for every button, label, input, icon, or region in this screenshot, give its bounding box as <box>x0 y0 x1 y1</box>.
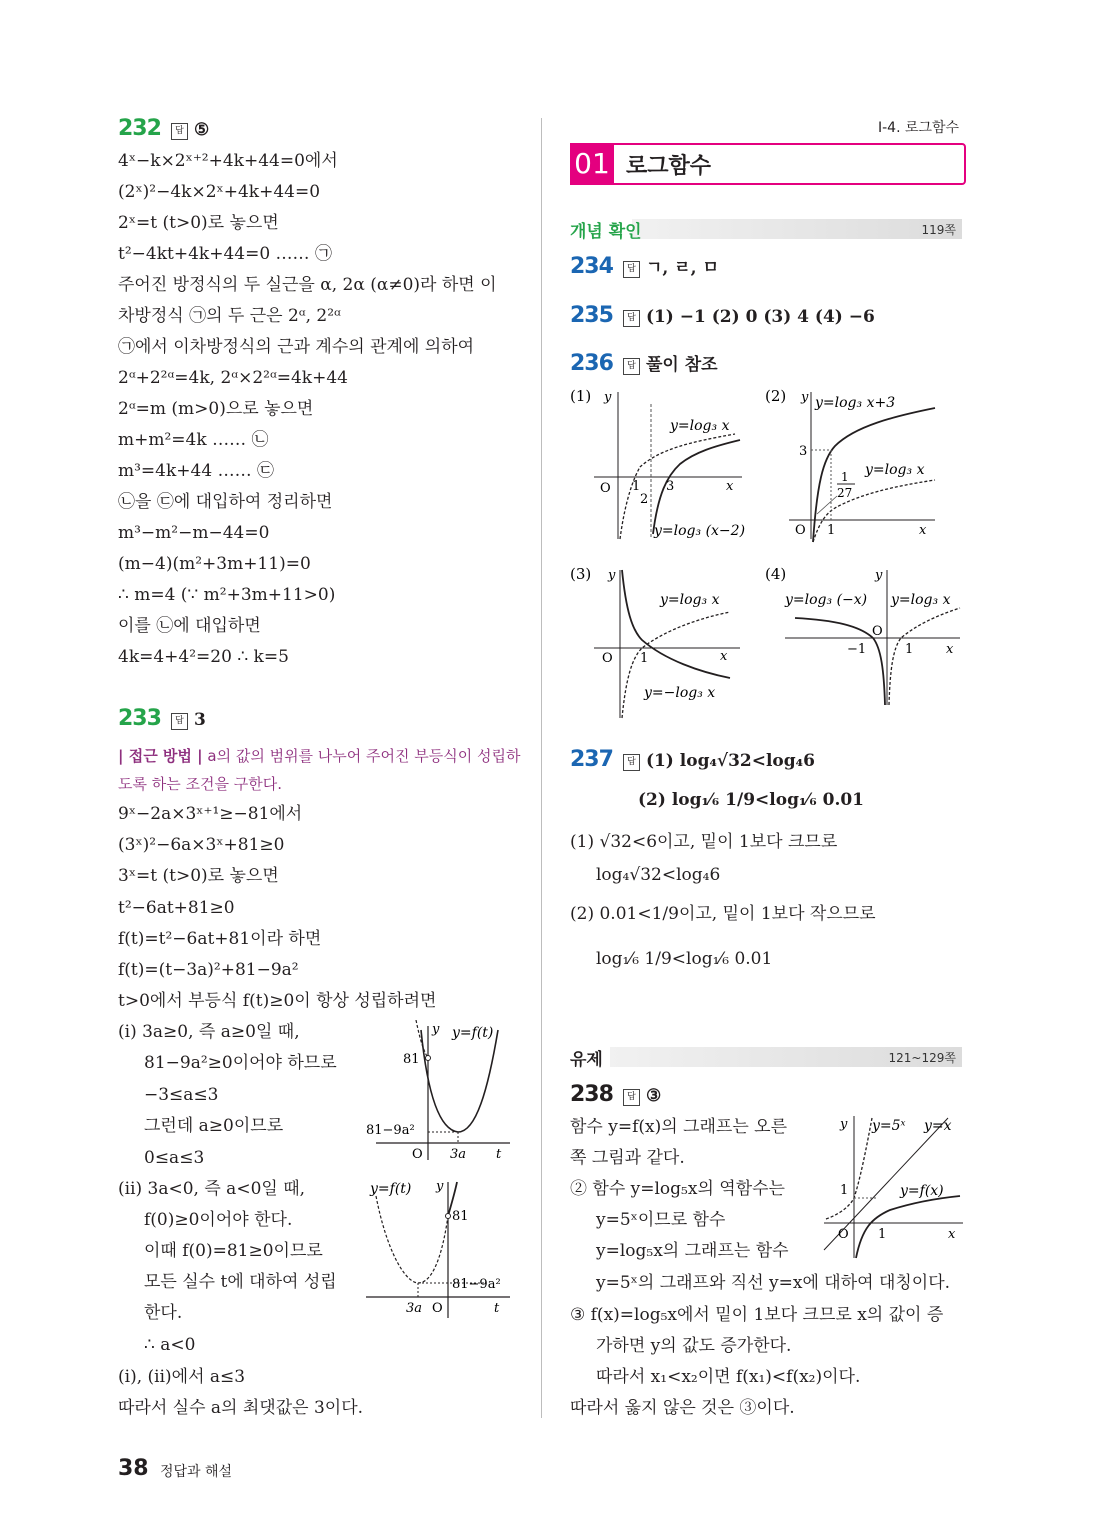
answer: ㄱ, ㄹ, ㅁ <box>645 258 719 278</box>
tick-label: 3 <box>799 444 808 459</box>
answer: (1) log₄√32<log₄6 <box>645 751 815 771</box>
solution-line: (3ˣ)²−6a×3ˣ+81≥0 <box>118 835 285 855</box>
answer: ③ <box>645 1086 662 1106</box>
tick-label: 1 <box>840 1183 849 1198</box>
answer: ⑤ <box>193 120 210 140</box>
solution-line: y=log₅x의 그래프는 함수 <box>596 1241 789 1261</box>
x-label: x <box>946 642 954 657</box>
curve-label: y=f(x) <box>900 1183 944 1199</box>
solution-line: 가하면 y의 값도 증가한다. <box>596 1336 792 1356</box>
t-label: t <box>494 1301 500 1316</box>
solution-line: t>0에서 부등식 f(t)≥0이 항상 성립하려면 <box>118 991 437 1011</box>
t-label: t <box>496 1147 502 1162</box>
graph-label: (1) <box>570 387 592 405</box>
y-label: y <box>604 390 612 405</box>
solution-line: y=5ˣ의 그래프와 직선 y=x에 대하여 대칭이다. <box>596 1273 951 1293</box>
value-81: 81 <box>403 1052 420 1067</box>
y-label: y <box>608 568 616 583</box>
solution-line: t²−6at+81≥0 <box>118 898 235 918</box>
parabola-curve <box>421 1030 498 1132</box>
solution-line: (m−4)(m²+3m+11)=0 <box>118 554 311 574</box>
question-number: 234 <box>570 254 613 279</box>
solution-line: 차방정식 ㉠의 두 근은 2ᵅ, 2²ᵅ <box>118 306 341 326</box>
question-number: 233 <box>118 706 161 731</box>
solution-line: 따라서 x₁<x₂이면 f(x₁)<f(x₂)이다. <box>596 1367 861 1387</box>
graph-label: (3) <box>570 565 592 583</box>
curve-neg-log3x <box>622 570 730 678</box>
answer: 3 <box>193 710 206 730</box>
solution-line: 3ˣ=t (t>0)로 놓으면 <box>118 866 279 886</box>
curve-f-x <box>856 1196 960 1258</box>
solution-line: m³−m²−m−44=0 <box>118 523 270 543</box>
x-label: x <box>948 1227 956 1242</box>
solution-line: f(t)=t²−6at+81이라 하면 <box>118 929 322 949</box>
solution-line: 9ˣ−2a×3ˣ⁺¹≥−81에서 <box>118 804 303 824</box>
concept-page: 119쪽 <box>921 223 956 237</box>
curve-label: y=log₃ x <box>865 462 925 478</box>
practice-label: 유제 <box>570 1050 603 1070</box>
x-label: x <box>720 649 728 664</box>
approach-line <box>118 745 521 767</box>
curve-label: y=−log₃ x <box>644 685 716 701</box>
solution-line: 2ᵅ+2²ᵅ=4k, 2ᵅ×2²ᵅ=4k+44 <box>118 368 348 388</box>
parabola-dashed <box>376 1196 448 1283</box>
solution-line: 2ˣ=t (t>0)로 놓으면 <box>118 213 279 233</box>
tick-label: 1 <box>640 651 649 666</box>
curve-label: y=log₃ (−x) <box>785 592 868 608</box>
solution-line: ∴ m=4 (∵ m²+3m+11>0) <box>118 585 336 605</box>
answer: (1) −1 (2) 0 (3) 4 (4) −6 <box>645 307 875 327</box>
origin-label: O <box>600 481 611 496</box>
origin-label: O <box>872 624 883 639</box>
answer: (2) log₁⁄₆ 1/9<log₁⁄₆ 0.01 <box>638 790 865 810</box>
solution-line: 2ᵅ=m (m>0)으로 놓으면 <box>118 399 314 419</box>
curve-label: y=log₃ x <box>891 592 951 608</box>
question-number: 235 <box>570 303 613 328</box>
tick-label: 3 <box>666 479 675 494</box>
vertex-x: 3a <box>450 1147 467 1162</box>
q237-header <box>570 749 815 772</box>
curve-label: y=log₃ (x−2) <box>654 523 746 539</box>
solution-line: m+m²=4k …… ㉡ <box>118 430 269 450</box>
solution-line: 주어진 방정식의 두 실근을 α, 2α (α≠0)라 하면 이 <box>118 275 497 295</box>
point-81 <box>446 1214 451 1219</box>
graph-238 <box>820 1110 965 1260</box>
solution-line: ∴ a<0 <box>144 1335 196 1355</box>
solution-line: f(t)=(t−3a)²+81−9a² <box>118 960 299 980</box>
answer-mark-icon: 답 <box>171 713 188 730</box>
tick-label: 1 <box>878 1227 887 1242</box>
solution-line: 이때 f(0)=81≥0이므로 <box>144 1241 323 1261</box>
origin-label: O <box>795 523 806 538</box>
x-label: x <box>726 479 734 494</box>
vertex-x: 3a <box>406 1301 423 1316</box>
solution-line: 함수 y=f(x)의 그래프는 오른 <box>570 1117 788 1137</box>
answer-mark-icon: 답 <box>171 123 188 140</box>
graph-236-4 <box>765 560 965 720</box>
tick-label: 1 <box>632 479 641 494</box>
y-label: y <box>436 1179 444 1194</box>
solution-line: (2ˣ)²−4k×2ˣ+4k+44=0 <box>118 182 321 202</box>
solution-line: ㉠에서 이차방정식의 근과 계수의 관계에 의하여 <box>118 337 475 357</box>
q238-header <box>570 1084 661 1107</box>
graph-f-t-case2 <box>366 1178 516 1323</box>
graph-f-t-case1 <box>366 1020 516 1165</box>
solution-line: (2) 0.01<1/9이고, 밑이 1보다 작으므로 <box>570 904 876 924</box>
question-number: 232 <box>118 116 161 141</box>
concept-label: 개념 확인 <box>570 222 642 242</box>
curve-label: y=log₃ x+3 <box>815 395 896 411</box>
function-label: y=f(t) <box>370 1181 412 1197</box>
origin-label: O <box>432 1301 443 1316</box>
origin-label: O <box>602 651 613 666</box>
curve-label: y=5ˣ <box>872 1118 906 1134</box>
solution-line: m³=4k+44 …… ㉢ <box>118 461 274 481</box>
practice-bar <box>570 1047 962 1070</box>
answer-mark-icon: 답 <box>623 261 640 278</box>
solution-line: 따라서 실수 a의 최댓값은 3이다. <box>118 1398 364 1418</box>
fraction-denominator: 27 <box>837 486 853 500</box>
solution-line: 한다. <box>144 1303 183 1323</box>
solution-line: 81−9a²≥0이어야 하므로 <box>144 1053 337 1073</box>
page-number: 38 <box>118 1456 149 1481</box>
solution-line: 0≤a≤3 <box>144 1148 205 1168</box>
solution-line: 4k=4+4²=20 ∴ k=5 <box>118 647 289 667</box>
solution-line: ② 함수 y=log₅x의 역함수는 <box>570 1179 785 1199</box>
curve-log3x <box>622 612 730 718</box>
q236-header <box>570 353 718 376</box>
section-title: 로그함수 <box>626 154 712 179</box>
solution-line: 따라서 옳지 않은 것은 ③이다. <box>570 1398 795 1418</box>
point-81 <box>426 1056 431 1061</box>
function-label: y=f(t) <box>452 1025 494 1041</box>
question-number: 236 <box>570 351 613 376</box>
fraction-numerator: 1 <box>841 470 849 484</box>
curve-label: y=x <box>924 1118 952 1134</box>
curve-5-pow-x <box>826 1118 872 1219</box>
approach-text: a의 값의 범위를 나누어 주어진 부등식이 성립하 <box>207 747 521 765</box>
solution-line: 이를 ㉡에 대입하면 <box>118 616 261 636</box>
graph-236-2 <box>765 384 965 544</box>
y-label: y <box>875 568 883 583</box>
y-label: y <box>840 1117 848 1132</box>
graph-236-3 <box>570 560 760 720</box>
q235-header <box>570 305 875 328</box>
value-81: 81 <box>452 1209 469 1224</box>
y-label: y <box>432 1022 440 1037</box>
solution-line: log₁⁄₆ 1/9<log₁⁄₆ 0.01 <box>596 949 773 969</box>
answer-mark-icon: 답 <box>623 1089 640 1106</box>
solution-line: −3≤a≤3 <box>144 1085 219 1105</box>
concept-bar <box>570 219 962 242</box>
question-number: 238 <box>570 1082 613 1107</box>
curve-label: y=log₃ x <box>660 592 720 608</box>
graph-label: (4) <box>765 565 787 583</box>
solution-line: ㉡을 ㉢에 대입하여 정리하면 <box>118 492 333 512</box>
solution-line: (ⅰ) 3a≥0, 즉 a≥0일 때, <box>118 1022 300 1042</box>
pointer-line <box>817 496 837 514</box>
solution-line: t²−4kt+4k+44=0 …… ㉠ <box>118 244 332 264</box>
graph-label: (2) <box>765 387 787 405</box>
solution-line: (ⅱ) 3a<0, 즉 a<0일 때, <box>118 1179 306 1199</box>
approach-label: | 접근 방법 | <box>118 747 203 765</box>
y-label: y <box>801 390 809 405</box>
solution-line: 모든 실수 t에 대하여 성립 <box>144 1272 337 1292</box>
solution-line: y=5ˣ이므로 함수 <box>596 1210 726 1230</box>
min-value: 81−9a² <box>452 1277 501 1292</box>
curve-label: y=log₃ x <box>670 418 730 434</box>
question-number: 237 <box>570 747 613 772</box>
x-label: x <box>919 523 927 538</box>
solution-line: f(0)≥0이어야 한다. <box>144 1210 293 1230</box>
solution-line: (ⅰ), (ⅱ)에서 a≤3 <box>118 1367 246 1387</box>
solution-line: (1) √32<6이고, 밑이 1보다 크므로 <box>570 832 838 852</box>
footer-label: 정답과 해설 <box>160 1464 233 1480</box>
answer: 풀이 참조 <box>645 355 718 375</box>
tick-label: 1 <box>905 642 914 657</box>
solution-line: 4ˣ−k×2ˣ⁺²+4k+44=0에서 <box>118 151 338 171</box>
solution-line: 쪽 그림과 같다. <box>570 1148 685 1168</box>
column-divider <box>541 118 542 1418</box>
answer-mark-icon: 답 <box>623 754 640 771</box>
origin-label: O <box>412 1147 423 1162</box>
section-number: 01 <box>570 143 614 185</box>
practice-page: 121~129쪽 <box>888 1051 956 1065</box>
answer-mark-icon: 답 <box>623 310 640 327</box>
tick-label: 2 <box>640 492 649 507</box>
tick-label: −1 <box>847 642 867 657</box>
q233-header <box>118 708 206 731</box>
q232-header <box>118 118 209 141</box>
approach-line: 도록 하는 조건을 구한다. <box>118 775 282 793</box>
solution-line: log₄√32<log₄6 <box>596 865 721 885</box>
min-value: 81−9a² <box>366 1123 415 1138</box>
q234-header <box>570 256 719 279</box>
tick-label: 1 <box>827 523 836 538</box>
answer-mark-icon: 답 <box>623 358 640 375</box>
origin-label: O <box>838 1227 849 1242</box>
solution-line: 그런데 a≥0이므로 <box>144 1116 284 1136</box>
graph-236-1 <box>570 384 760 544</box>
solution-line: ③ f(x)=log₅x에서 밑이 1보다 크므로 x의 값이 증 <box>570 1305 944 1325</box>
chapter-header: I-4. 로그함수 <box>878 120 960 136</box>
